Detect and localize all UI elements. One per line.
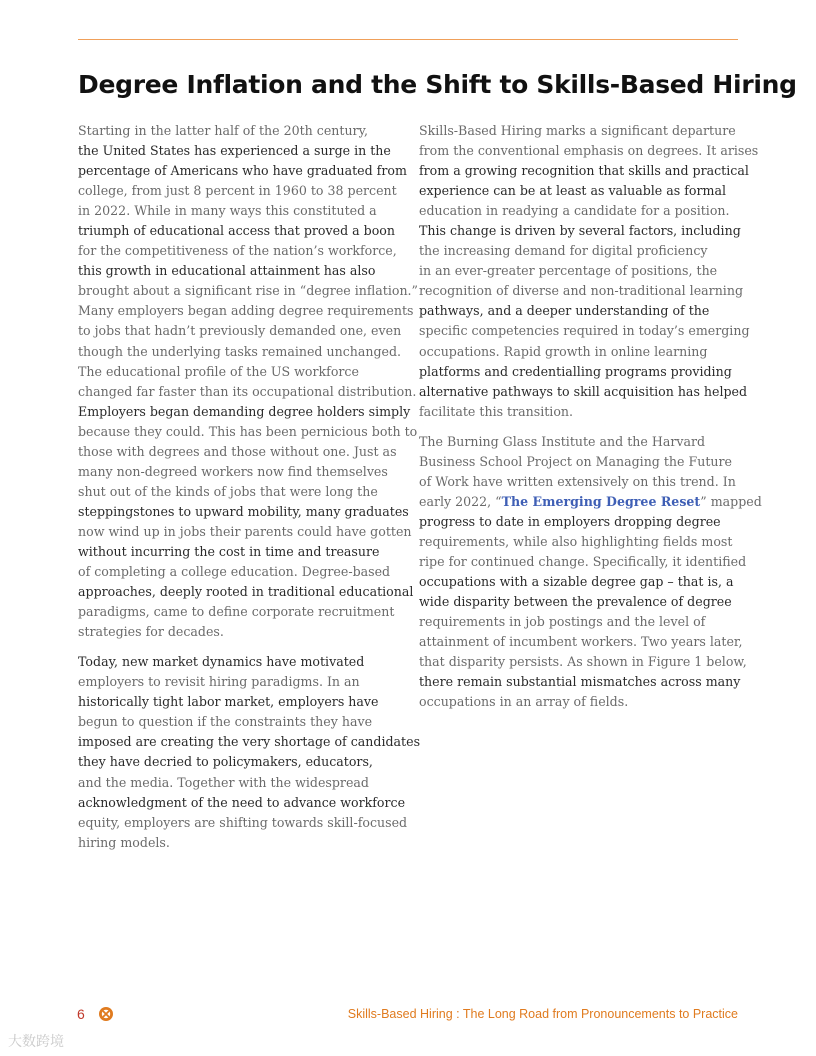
running-title: Skills-Based Hiring : The Long Road from Pronouncements to Practice (347, 1007, 738, 1021)
text-line: occupations with a sizable degree gap – that is, a (419, 574, 734, 590)
text-line: triumph of educational access that proved a boon (78, 223, 395, 239)
text-line: that disparity persists. As shown in Figure 1 below, (419, 654, 747, 670)
text-line: in an ever-greater percentage of positions, the (419, 263, 718, 279)
text-line: though the underlying tasks remained unchanged. (78, 343, 402, 359)
right-paragraph-2 (419, 432, 762, 713)
text-line: equity, employers are shifting towards skill-focused (78, 814, 408, 830)
header-rule (78, 39, 738, 40)
text-line: alternative pathways to skill acquisition has helped (419, 383, 748, 399)
text-line: changed far faster than its occupational distribution. (78, 383, 417, 399)
left-paragraph-1 (78, 121, 419, 642)
text-line-with-link (419, 492, 762, 512)
right-paragraph-1 (419, 121, 759, 422)
text-line: begun to question if the constraints they have (78, 714, 373, 730)
text-line: specific competencies required in today’s emerging (419, 323, 750, 339)
page-title: Degree Inflation and the Shift to Skills-Based Hiring (78, 70, 797, 99)
link-suffix: ” mapped (700, 493, 762, 509)
text-line: now wind up in jobs their parents could have gotten (78, 523, 412, 539)
text-line: to jobs that hadn’t previously demanded one, even (78, 323, 402, 339)
text-line: employers to revisit hiring paradigms. In an (78, 674, 360, 690)
text-line: percentage of Americans who have graduated from (78, 163, 407, 179)
text-line: because they could. This has been pernicious both to (78, 423, 418, 439)
left-column (78, 121, 421, 863)
text-line: historically tight labor market, employers have (78, 694, 379, 710)
text-line: the United States has experienced a surge in the (78, 143, 391, 159)
text-line: facilitate this transition. (419, 403, 574, 419)
text-line: of completing a college education. Degree-based (78, 564, 391, 580)
text-line: occupations. Rapid growth in online learning (419, 343, 708, 359)
text-line: Skills-Based Hiring marks a significant departure (419, 123, 736, 138)
left-paragraph-2 (78, 652, 421, 852)
text-line: Business School Project on Managing the Future (419, 453, 732, 469)
text-line: requirements in job postings and the level of (419, 614, 706, 630)
text-line: imposed are creating the very shortage of candidates (78, 734, 421, 750)
link-prefix: early 2022, “ (419, 493, 502, 509)
text-line: those with degrees and those without one. Just as (78, 443, 397, 459)
text-line: paradigms, came to define corporate recruitment (78, 604, 395, 620)
text-line: Employers began demanding degree holders simply (78, 403, 411, 419)
watermark: 大数跨境 (8, 1034, 64, 1050)
text-line: many non-degreed workers now find themselves (78, 463, 388, 479)
text-line: pathways, and a deeper understanding of the (419, 303, 710, 319)
text-line: experience can be at least as valuable as formal (419, 183, 726, 199)
page-number: 6 (77, 1006, 85, 1022)
text-line: for the competitiveness of the nation’s workforce, (78, 243, 397, 259)
text-line: shut out of the kinds of jobs that were long the (78, 483, 378, 499)
text-line: hiring models. (78, 834, 170, 850)
text-line: acknowledgment of the need to advance workforce (78, 794, 406, 810)
text-line: from a growing recognition that skills and practical (419, 163, 749, 179)
text-line: Today, new market dynamics have motivated (78, 654, 365, 670)
text-line: college, from just 8 percent in 1960 to 38 percent (78, 183, 397, 199)
text-line: The Burning Glass Institute and the Harvard (419, 433, 706, 449)
text-line: ripe for continued change. Specifically, it identified (419, 553, 747, 569)
text-line: without incurring the cost in time and treasure (78, 543, 380, 559)
burning-glass-logo-icon (98, 1006, 114, 1022)
text-line: occupations in an array of fields. (419, 694, 629, 710)
text-line: and the media. Together with the widespread (78, 774, 369, 790)
text-line: approaches, deeply rooted in traditional educational (78, 584, 414, 600)
text-line: the increasing demand for digital proficiency (419, 243, 708, 259)
text-line: requirements, while also highlighting fields most (419, 533, 733, 549)
text-line: there remain substantial mismatches across many (419, 674, 741, 690)
text-line: in 2022. While in many ways this constituted a (78, 203, 377, 219)
text-line: brought about a significant rise in “degree inflation.” (78, 283, 419, 299)
text-line: strategies for decades. (78, 624, 224, 640)
text-line: education in readying a candidate for a position. (419, 203, 730, 219)
text-line: Many employers began adding degree requirements (78, 303, 414, 319)
right-column (419, 121, 762, 722)
text-line: recognition of diverse and non-traditional learning (419, 283, 744, 299)
text-line: steppingstones to upward mobility, many graduates (78, 503, 409, 519)
text-line: This change is driven by several factors, including (419, 223, 741, 239)
text-line: wide disparity between the prevalence of degree (419, 594, 732, 610)
text-line: The educational profile of the US workforce (78, 363, 359, 379)
text-line: from the conventional emphasis on degrees. It arises (419, 143, 759, 159)
text-line: attainment of incumbent workers. Two years later, (419, 634, 743, 650)
text-line: Starting in the latter half of the 20th century, (78, 123, 369, 138)
text-line: they have decried to policymakers, educators, (78, 754, 373, 770)
emerging-degree-reset-link[interactable]: The Emerging Degree Reset (501, 493, 701, 509)
text-line: progress to date in employers dropping degree (419, 513, 721, 529)
text-line: of Work have written extensively on this trend. In (419, 473, 736, 489)
text-line: platforms and credentialling programs providing (419, 363, 732, 379)
text-line: this growth in educational attainment has also (78, 263, 376, 279)
